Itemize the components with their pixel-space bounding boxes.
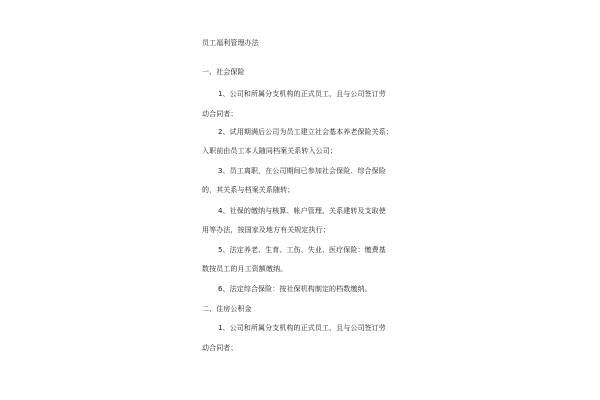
document-title: 员工福利管理办法 <box>202 39 259 47</box>
section-heading-housing-fund: 二、住房公积金 <box>202 305 252 313</box>
paragraph-line: 4、社保的缴纳与核算、帐户管理、关系建转及支取使 <box>218 207 386 215</box>
section-heading-social-insurance: 一、社会保险 <box>202 68 245 76</box>
paragraph-line: 6、法定综合保险：按社保机构制定的档数缴纳。 <box>218 285 372 293</box>
paragraph-line: 5、法定养老、生育、工伤、失业、医疗保险：缴费基 <box>218 246 386 254</box>
paragraph-line: 数按员工的月工资额缴纳。 <box>202 265 288 273</box>
paragraph-line: 2、试用期满后公司为员工建立社会基本养老保险关系； <box>218 128 393 136</box>
paragraph-line: 入职前由员工本人随同档案关系转入公司； <box>202 147 337 155</box>
paragraph-line: 动合同者； <box>202 344 238 352</box>
paragraph-line: 的，其关系与档案关系随转； <box>202 186 295 194</box>
paragraph-line: 3、员工离职，在公司期间已参加社会保险、综合保险 <box>218 167 386 175</box>
paragraph-line: 动合同者； <box>202 110 238 118</box>
paragraph-line: 1、公司和所属分支机构的正式员工，且与公司签订劳 <box>218 324 386 332</box>
paragraph-line: 1、公司和所属分支机构的正式员工，且与公司签订劳 <box>218 90 386 98</box>
paragraph-line: 用等办法，按国家及地方有关规定执行； <box>202 226 330 234</box>
